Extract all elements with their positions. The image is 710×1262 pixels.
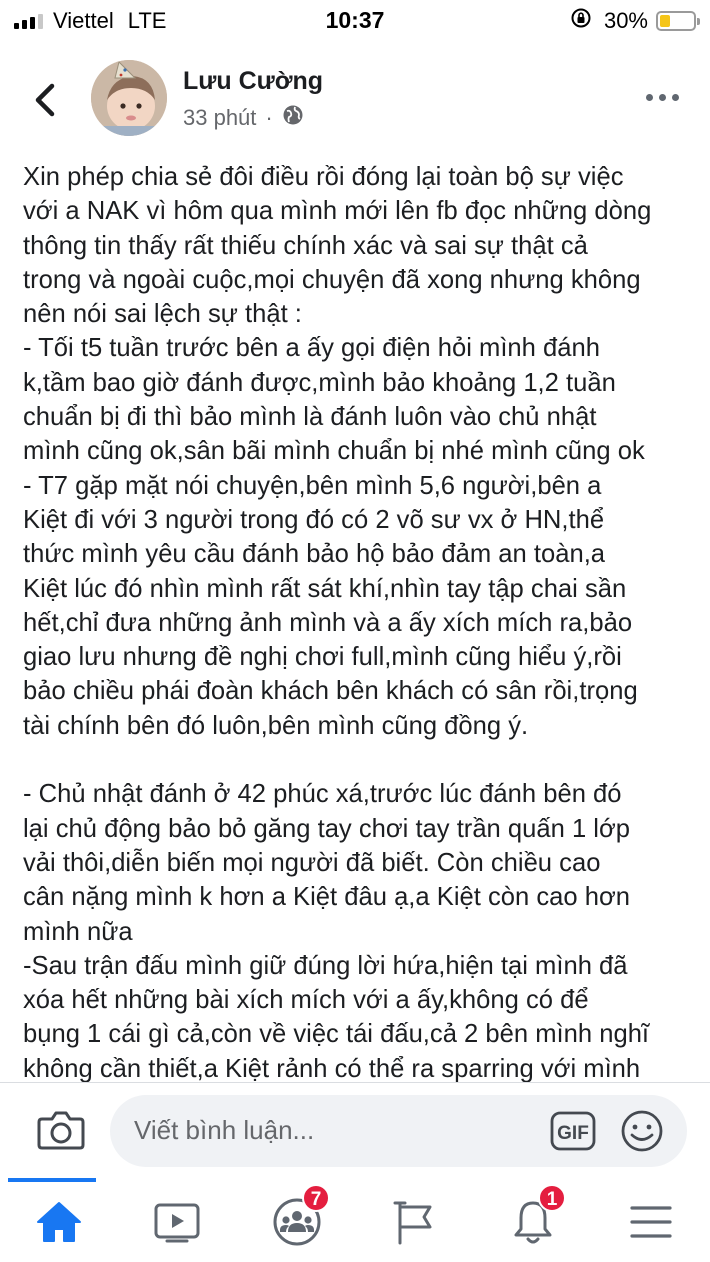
status-right [570,7,696,35]
battery-icon [656,11,696,31]
status-bar [0,0,710,40]
post-text-line: xóa hết những bài xích mích với a ấy,không có để [23,986,589,1015]
hamburger-menu-icon [628,1202,674,1242]
notifications-badge: 1 [538,1184,566,1212]
post-text-line [23,743,703,777]
camera-button[interactable] [36,1107,86,1153]
gif-button[interactable] [550,1111,596,1151]
post-text-line: -Sau trận đấu mình giữ đúng lời hứa,hiện tại mình đã [23,951,628,980]
bottom-tab-bar [0,1182,710,1262]
post-meta [183,104,304,132]
post-text-line: bụng 1 cái gì cả,còn về việc tái đấu,cả 2 bên mình nghĩ [23,1020,650,1049]
comment-bar [0,1082,710,1178]
comment-input[interactable] [110,1095,687,1167]
post-text-line: tài chính bên đó luôn,bên mình cũng đồng ý. [23,711,529,740]
meta-separator: · [265,105,273,130]
post-text-line: - Chủ nhật đánh ở 42 phúc xá,trước lúc đánh bên đó [23,780,622,809]
network-type: LTE [127,8,167,33]
post-text-line: nên nói sai lệch sự thật : [23,300,302,329]
home-icon [35,1200,83,1244]
post-text-line: lại chủ động bảo bỏ găng tay chơi tay trần quấn 1 lớp [23,814,631,843]
battery-percent: 30% [603,8,648,33]
post-text-line: thức mình yêu cầu đánh bảo hộ bảo đảm an toàn,a [23,540,606,569]
tab-menu[interactable] [616,1190,686,1254]
back-button[interactable] [28,78,68,122]
post-text-line: k,tầm bao giờ đánh được,mình bảo khoảng 1,2 tuần [23,368,616,397]
tab-groups[interactable] [262,1190,332,1254]
post-text-line: chuẩn bị đi thì bảo mình là đánh luôn vào chủ nhật [23,403,597,432]
emoji-button[interactable] [620,1109,664,1153]
more-dot [646,94,653,101]
avatar-photo [91,60,167,136]
post-text-line: với a NAK vì hôm qua mình mới lên fb đọc những dòng [23,197,652,226]
video-icon [153,1201,201,1243]
post-time[interactable]: 33 phút [183,105,257,130]
post-text-line: trong và ngoài cuộc,mọi chuyện đã xong nhưng không [23,265,641,294]
post-text-line: vải thôi,diễn biến mọi người đã biết. Còn chiều cao [23,848,601,877]
more-dot [672,94,679,101]
tab-pages[interactable] [380,1190,450,1254]
post-text-line: mình nữa [23,917,133,946]
post-text-line: Kiệt lúc đó nhìn mình rất sát khí,nhìn tay tập chai sần [23,574,627,603]
post-text-line: bảo chiều phái đoàn khách bên khách có sân rồi,trọng [23,677,638,706]
post-text-line: không cần thiết,a Kiệt rảnh có thể ra sparring với mình [23,1054,641,1082]
tab-watch[interactable] [142,1190,212,1254]
chevron-left-icon [28,78,68,122]
author-name[interactable]: Lưu Cường [183,67,324,95]
smiley-icon [620,1109,664,1153]
more-options-button[interactable] [646,86,682,108]
post-text-line: Kiệt đi với 3 người trong đó có 2 võ sư vx ở HN,thể [23,505,605,534]
orientation-lock-icon [570,7,592,35]
comment-placeholder: Viết bình luận... [134,1115,315,1145]
post-text-line: mình cũng ok,sân bãi mình chuẩn bị nhé mình cũng ok [23,437,645,466]
flag-icon [392,1199,438,1245]
camera-icon [36,1107,86,1153]
carrier-name: Viettel [53,8,114,33]
battery-fill [660,15,670,27]
more-dot [659,94,666,101]
post-text-line: Xin phép chia sẻ đôi điều rồi đóng lại toàn bộ sự việc [23,163,624,191]
avatar[interactable] [91,60,167,136]
post-text-line: cân nặng mình k hơn a Kiệt đâu ạ,a Kiệt còn cao hơn [23,883,630,912]
groups-badge: 7 [302,1184,330,1212]
globe-icon [282,104,304,132]
post-header [0,50,710,150]
post-text-line: hết,chỉ đưa những ảnh mình và a ấy xích mích ra,bảo [23,608,633,637]
tab-home[interactable] [24,1190,94,1254]
post-text-line: giao lưu nhưng đề nghị chơi full,mình cũng hiểu ý,rồi [23,643,622,672]
tab-notifications[interactable] [498,1190,568,1254]
post-text-line: thông tin thấy rất thiếu chính xác và sai sự thật cả [23,231,588,260]
gif-label: GIF [557,1123,589,1144]
clock: 10:37 [325,7,385,33]
post-text-line: - Tối t5 tuần trước bên a ấy gọi điện hỏi mình đánh [23,334,600,363]
post-text [23,160,703,1082]
post-text-line: - T7 gặp mặt nói chuyện,bên mình 5,6 người,bên a [23,471,602,500]
